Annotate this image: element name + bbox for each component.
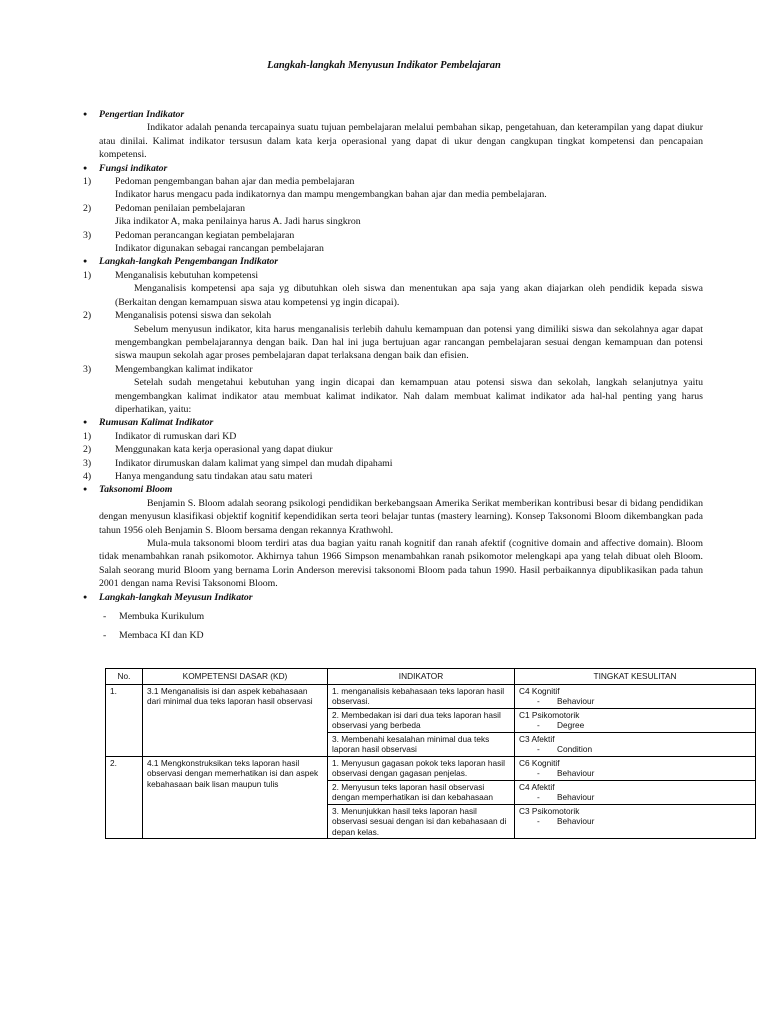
indikator-table [105, 668, 756, 839]
item-detail: Menganalisis kompetensi apa saja yg dibutuhkan oleh siswa dan menentukan apa saja yang akan diajarkan oleh pendidik kepada siswa (Berkaitan dengan kemampuan siswa atau kompetensi yg ingin dicapai). [115, 283, 703, 308]
item-detail: Indikator harus mengacu pada indikatornya dan mampu mengembangkan bahan ajar dan media pembelajaran. [115, 189, 547, 201]
tingkat-sub-label: Degree [557, 720, 585, 730]
tingkat-sub-label: Condition [557, 744, 593, 754]
tingkat-sub-label: Behaviour [557, 816, 595, 826]
header-no: No. [106, 669, 143, 685]
document-body [83, 108, 703, 643]
dash-marker: - [103, 630, 107, 642]
cell-indikator: 1. Menyusun gagasan pokok teks laporan hasil observasi dengan gagasan penjelas. [328, 756, 515, 780]
header-kd: KOMPETENSI DASAR (KD) [143, 669, 328, 685]
tingkat-sub: - Degree [537, 720, 585, 730]
item-detail: Indikator digunakan sebagai rancangan pembelajaran [115, 243, 324, 255]
tingkat-level: C6 Kognitif [519, 757, 560, 768]
item-label: Pedoman pengembangan bahan ajar dan media pembelajaran [115, 176, 355, 188]
item-number: 1) [83, 430, 92, 442]
item-label: Indikator di rumuskan dari KD [115, 430, 237, 442]
table-row [106, 684, 756, 708]
list-item [83, 430, 703, 443]
cell-tingkat [515, 804, 756, 839]
pengertian-paragraph: Indikator adalah penanda tercapainya suatu tujuan pembelajaran melalui pembahan sikap, pengetahuan, dan keterampilan yang dapat diukur atau dinilai. Kalimat indikator tersusun dalam kata kerja operasional yang dapat di ukur dengan cangkupan tingkat kompetensi dan pencapaian kompetensi. [99, 122, 703, 161]
item-detail: Sebelum menyusun indikator, kita harus menganalisis terlebih dahulu kemampuan dan potensi yang dimiliki siswa dan sekolahnya agar dapat mengembangkan pembelajarannya dengan baik. Dan hal ini juga bertujuan agar rancangan pembelajaran sesuai dengan kemampuan dan potensi siswa maupun sekolah agar proses pembelajaran dapat terlaksana dengan baik dan efisien. [115, 323, 703, 362]
tingkat-sub: - Behaviour [537, 816, 595, 826]
taksonomi-paragraph-1: Benjamin S. Bloom adalah seorang psikologi pendidikan berkebangsaan Amerika Serikat memberikan kontribusi besar di bidang pendidikan dengan menyusun klasifikasi objektif kognitif kependidikan serta teori belajar tuntas (mastery learning). Konsep Taksonomi Bloom dikembangkan pada tahun 1956 oleh Benjamin S. Bloom bersama dengan rekannya Krathwohl. [99, 497, 703, 536]
tingkat-sub: - Condition [537, 744, 593, 754]
list-item [83, 202, 703, 215]
dash-item [83, 610, 703, 623]
cell-tingkat [515, 780, 756, 804]
cell-indikator: 2. Menyusun teks laporan hasil observasi dengan memperhatikan isi dan kebahasaan [328, 780, 515, 804]
list-item [83, 229, 703, 242]
list-item [83, 363, 703, 376]
cell-tingkat [515, 708, 756, 732]
cell-tingkat [515, 732, 756, 756]
tingkat-sub: - Behaviour [537, 768, 595, 778]
cell-indikator: 2. Membedakan isi dari dua teks laporan hasil observasi yang berbeda [328, 708, 515, 732]
tingkat-sub: - Behaviour [537, 696, 595, 706]
cell-indikator: 3. Membenahi kesalahan minimal dua teks laporan hasil observasi [328, 732, 515, 756]
section-heading-fungsi: ● Fungsi indikator [83, 162, 703, 175]
tingkat-level: C1 Psikomotorik [519, 709, 580, 720]
tingkat-sub-label: Behaviour [557, 696, 595, 706]
item-number: 4) [83, 470, 92, 482]
table-row [106, 756, 756, 780]
page-title: Langkah-langkah Menyusun Indikator Pembelajaran [267, 60, 501, 71]
item-number: 2) [83, 202, 92, 214]
item-label: Hanya mengandung satu tindakan atau satu materi [115, 470, 313, 482]
item-label: Menganalisis potensi siswa dan sekolah [115, 310, 272, 322]
list-item [83, 470, 703, 483]
item-number: 3) [83, 457, 92, 469]
cell-tingkat [515, 684, 756, 708]
table-header-row [106, 669, 756, 685]
list-item [83, 309, 703, 322]
section-heading-menyusun: ● Langkah-langkah Meyusun Indikator [83, 591, 703, 604]
tingkat-level: C3 Afektif [519, 733, 555, 744]
tingkat-sub: - Behaviour [537, 792, 595, 802]
section-heading-taksonomi: ● Taksonomi Bloom [83, 483, 703, 496]
item-number: 3) [83, 229, 92, 241]
item-number: 1) [83, 269, 92, 281]
header-indikator: INDIKATOR [328, 669, 515, 685]
dash-marker: - [103, 611, 107, 623]
item-label: Pedoman perancangan kegiatan pembelajaran [115, 229, 295, 241]
item-detail: Jika indikator A, maka penilainya harus A. Jadi harus singkron [115, 216, 361, 228]
cell-no: 2. [106, 756, 143, 839]
header-tingkat: TINGKAT KESULITAN [515, 669, 756, 685]
item-number: 1) [83, 176, 92, 188]
item-label: Menggunakan kata kerja operasional yang dapat diukur [115, 444, 333, 456]
list-item [83, 269, 703, 282]
list-item [83, 443, 703, 456]
item-number: 2) [83, 310, 92, 322]
section-heading-pengembangan: ● Langkah-langkah Pengembangan Indikator [83, 255, 703, 268]
list-item [83, 175, 703, 188]
item-number: 3) [83, 363, 92, 375]
dash-item [83, 629, 703, 642]
cell-indikator: 1. menganalisis kebahasaan teks laporan hasil observasi. [328, 684, 515, 708]
cell-indikator: 3. Menunjukkan hasil teks laporan hasil observasi sesuai dengan isi dan kebahasaan di depan kelas. [328, 804, 515, 839]
section-heading-pengertian: ● Pengertian Indikator [83, 108, 703, 121]
item-label: Indikator dirumuskan dalam kalimat yang simpel dan mudah dipahami [115, 457, 393, 469]
tingkat-level: C4 Afektif [519, 781, 555, 792]
tingkat-sub-label: Behaviour [557, 768, 595, 778]
taksonomi-paragraph-2: Mula-mula taksonomi bloom terdiri atas dua bagian yaitu ranah kognitif dan ranah afektif (cognitive domain and affective domain). Bloom tidak menambahkan ranah psikomotor. Akhirnya tahun 1966 Simpson menambahkan ranah psikomotor melengkapi apa yang telah dibuat oleh Bloom. Salah seorang murid Bloom yang bernama Lorin Anderson merevisi taksonomi Bloom pada tahun 1990. Hasil perbaikannya dipublikasikan pada tahun 2001 dengan nama Revisi Taksonomi Bloom. [99, 538, 703, 590]
tingkat-level: C4 Kognitif [519, 685, 560, 696]
tingkat-sub-label: Behaviour [557, 792, 595, 802]
list-item [83, 457, 703, 470]
dash-item-label: Membaca KI dan KD [119, 630, 204, 642]
cell-kd: 3.1 Menganalisis isi dan aspek kebahasaan dari minimal dua teks laporan hasil observasi [143, 684, 328, 756]
item-number: 2) [83, 444, 92, 456]
item-label: Pedoman penilaian pembelajaran [115, 202, 246, 214]
section-heading-rumusan: ● Rumusan Kalimat Indikator [83, 416, 703, 429]
cell-kd: 4.1 Mengkonstruksikan teks laporan hasil observasi dengan memerhatikan isi dan aspek kebahasaan baik lisan maupun tulis [143, 756, 328, 839]
cell-no: 1. [106, 684, 143, 756]
item-label: Menganalisis kebutuhan kompetensi [115, 269, 259, 281]
item-detail: Setelah sudah mengetahui kebutuhan yang ingin dicapai dan kemampuan atau potensi siswa dan sekolah, langkah selanjutnya yaitu mengembangkan kalimat indikator atau membuat kalimat indikator. Nah dalam membuat kalimat indikator ada hal-hal penting yang harus diperhatikan, yaitu: [115, 377, 703, 415]
indikator-table-wrapper [105, 668, 755, 839]
dash-item-label: Membuka Kurikulum [119, 611, 205, 623]
tingkat-level: C3 Psikomotorik [519, 805, 580, 816]
cell-tingkat [515, 756, 756, 780]
item-label: Mengembangkan kalimat indikator [115, 363, 253, 375]
